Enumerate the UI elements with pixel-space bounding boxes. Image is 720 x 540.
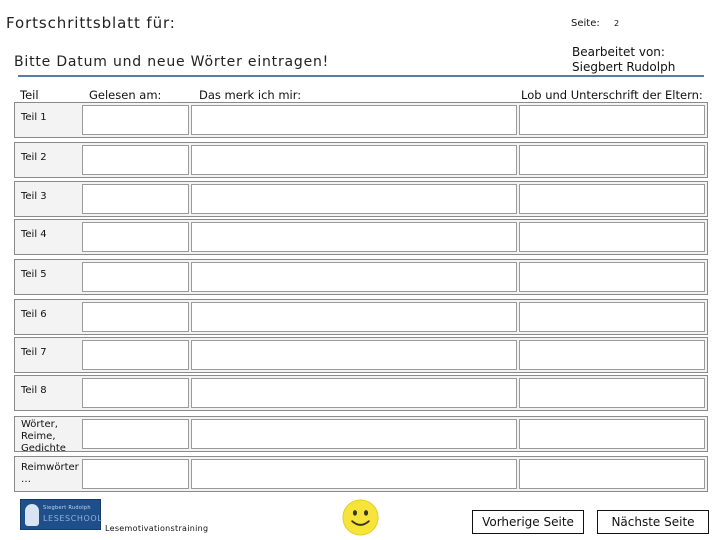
table-row — [14, 181, 708, 217]
notes-cell[interactable] — [191, 105, 517, 135]
date-cell[interactable] — [82, 302, 189, 332]
row-label: Teil 2 — [21, 152, 47, 163]
date-cell[interactable] — [82, 419, 189, 449]
row-label-line: Wörter, — [21, 419, 58, 430]
notes-cell[interactable] — [191, 340, 517, 370]
smiley-face-icon — [342, 499, 379, 536]
parent-signature-cell[interactable] — [519, 419, 705, 449]
parent-signature-cell[interactable] — [519, 184, 705, 214]
column-header-teil: Teil — [20, 88, 39, 102]
column-header-merk: Das merk ich mir: — [199, 88, 302, 102]
table-row — [14, 456, 708, 492]
notes-cell[interactable] — [191, 145, 517, 175]
row-label-line: Gedichte — [21, 443, 66, 454]
row-label: Teil 8 — [21, 385, 47, 396]
date-cell[interactable] — [82, 459, 189, 489]
table-row — [14, 219, 708, 255]
notes-cell[interactable] — [191, 184, 517, 214]
parent-signature-cell[interactable] — [519, 222, 705, 252]
row-label: Teil 1 — [21, 112, 47, 123]
row-label: Teil 3 — [21, 191, 47, 202]
date-cell[interactable] — [82, 378, 189, 408]
parent-signature-cell[interactable] — [519, 302, 705, 332]
program-name: Lesemotivationstraining — [105, 524, 209, 533]
table-row — [14, 337, 708, 373]
parent-signature-cell[interactable] — [519, 262, 705, 292]
row-label-line: Reimwörter — [21, 462, 79, 473]
row-label: Teil 4 — [21, 229, 47, 240]
instruction-text: Bitte Datum und neue Wörter eintragen! — [14, 54, 330, 70]
page-number: 2 — [614, 19, 620, 28]
date-cell[interactable] — [82, 145, 189, 175]
date-cell[interactable] — [82, 184, 189, 214]
edited-by-name: Siegbert Rudolph — [572, 60, 676, 74]
parent-signature-cell[interactable] — [519, 145, 705, 175]
date-cell[interactable] — [82, 105, 189, 135]
logo-title: LESESCHOOL — [43, 514, 103, 523]
column-header-eltern: Lob und Unterschrift der Eltern: — [521, 88, 703, 102]
logo-subtitle: Siegbert Rudolph — [43, 505, 91, 511]
parent-signature-cell[interactable] — [519, 378, 705, 408]
page-label: Seite: — [571, 18, 600, 29]
date-cell[interactable] — [82, 340, 189, 370]
table-row — [14, 375, 708, 411]
notes-cell[interactable] — [191, 262, 517, 292]
parent-signature-cell[interactable] — [519, 105, 705, 135]
notes-cell[interactable] — [191, 378, 517, 408]
table-row — [14, 416, 708, 452]
edited-by — [572, 45, 675, 75]
notes-cell[interactable] — [191, 302, 517, 332]
date-cell[interactable] — [82, 222, 189, 252]
notes-cell[interactable] — [191, 459, 517, 489]
table-row — [14, 142, 708, 178]
table-row — [14, 259, 708, 295]
row-label-line: … — [21, 474, 31, 485]
column-header-gelesen: Gelesen am: — [89, 88, 162, 102]
next-page-button[interactable]: Nächste Seite — [597, 510, 709, 534]
page-title: Fortschrittsblatt für: — [6, 14, 176, 32]
row-label: Teil 6 — [21, 309, 47, 320]
date-cell[interactable] — [82, 262, 189, 292]
row-label: Teil 5 — [21, 269, 47, 280]
header-divider — [18, 75, 704, 77]
logo-seal-icon — [25, 504, 39, 526]
row-label: Teil 7 — [21, 347, 47, 358]
previous-page-button[interactable]: Vorherige Seite — [472, 510, 584, 534]
school-logo — [20, 499, 101, 530]
row-label — [21, 419, 66, 455]
parent-signature-cell[interactable] — [519, 340, 705, 370]
edited-by-label: Bearbeitet von: — [572, 45, 665, 59]
row-label-line: Reime, — [21, 431, 56, 442]
notes-cell[interactable] — [191, 419, 517, 449]
row-label — [21, 462, 79, 486]
notes-cell[interactable] — [191, 222, 517, 252]
parent-signature-cell[interactable] — [519, 459, 705, 489]
table-row — [14, 102, 708, 138]
table-row — [14, 299, 708, 335]
